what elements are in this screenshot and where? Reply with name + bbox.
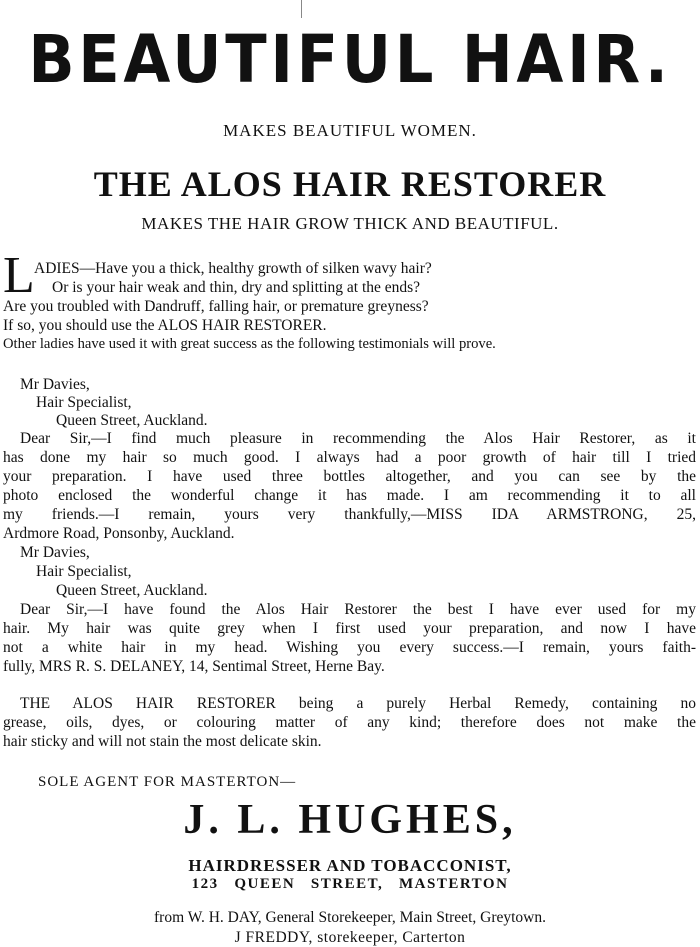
letter1-line: my friends.—I remain, yours very thankfully,—MISS IDA ARMSTRONG, 25,: [3, 506, 696, 523]
intro-line: ADIES—Have you a thick, healthy growth of silken wavy hair?: [34, 260, 432, 277]
subheadline: MAKES BEAUTIFUL WOMEN.: [223, 121, 477, 140]
tagline: MAKES THE HAIR GROW THICK AND BEAUTIFUL.: [141, 214, 559, 233]
letter2-address-line: Queen Street, Auckland.: [56, 582, 208, 599]
closing-line: grease, oils, dyes, or colouring matter of any kind; therefore does not make the: [3, 714, 696, 731]
letter2-line: fully, MRS R. S. DELANEY, 14, Sentimal Street, Herne Bay.: [3, 658, 385, 675]
letter1-address-line: Hair Specialist,: [36, 394, 132, 411]
intro-line: Or is your hair weak and thin, dry and splitting at the ends?: [52, 279, 421, 296]
drop-cap: L: [3, 247, 35, 304]
letter1-address-line: Queen Street, Auckland.: [56, 412, 208, 429]
letter1-line: Ardmore Road, Ponsonby, Auckland.: [3, 525, 235, 542]
letter2-address-line: Hair Specialist,: [36, 563, 132, 580]
sub-agent-greytown: from W. H. DAY, General Storekeeper, Main Street, Greytown.: [154, 909, 546, 926]
closing-line: THE ALOS HAIR RESTORER being a purely Herbal Remedy, containing no: [20, 695, 696, 712]
closing-line: hair sticky and will not stain the most delicate skin.: [3, 733, 322, 750]
letter1-line: photo enclosed the wonderful change it has made. I am recommending it to all: [3, 487, 696, 504]
agent-address: 123 QUEEN STREET, MASTERTON: [191, 876, 509, 892]
sole-agent-label: SOLE AGENT FOR MASTERTON—: [38, 774, 297, 790]
letter2-line: Dear Sir,—I have found the Alos Hair Restorer the best I have ever used for my: [20, 601, 696, 618]
product-title: THE ALOS HAIR RESTORER: [93, 164, 607, 204]
letter1-line: Dear Sir,—I find much pleasure in recommending the Alos Hair Restorer, as it: [20, 430, 696, 447]
agent-trade: HAIRDRESSER AND TOBACCONIST,: [188, 856, 512, 875]
letter2-line: hair. My hair was quite grey when I first used your preparation, and now I have: [3, 620, 696, 637]
intro-line: Other ladies have used it with great success as the following testimonials will prove.: [3, 336, 496, 352]
letter2-line: not a white hair in my head. Wishing you every success.—I remain, yours faith-: [3, 639, 696, 656]
agent-name: J. L. HUGHES,: [183, 797, 517, 843]
headline: BEAUTIFUL HAIR.: [28, 21, 672, 98]
letter1-address-line: Mr Davies,: [20, 376, 90, 393]
letter1-line: your preparation. I have used three bottles altogether, and you can see by the: [3, 468, 696, 485]
letter1-line: has done my hair so much good. I always had a poor growth of hair till I tried: [3, 449, 696, 466]
scratch-mark: [301, 0, 302, 18]
intro-line: Are you troubled with Dandruff, falling hair, or premature greyness?: [3, 298, 429, 315]
sub-agent-carterton: J FREDDY, storekeeper, Carterton: [234, 929, 466, 946]
letter2-address-line: Mr Davies,: [20, 544, 90, 561]
intro-line: If so, you should use the ALOS HAIR RESTORER.: [3, 317, 327, 334]
